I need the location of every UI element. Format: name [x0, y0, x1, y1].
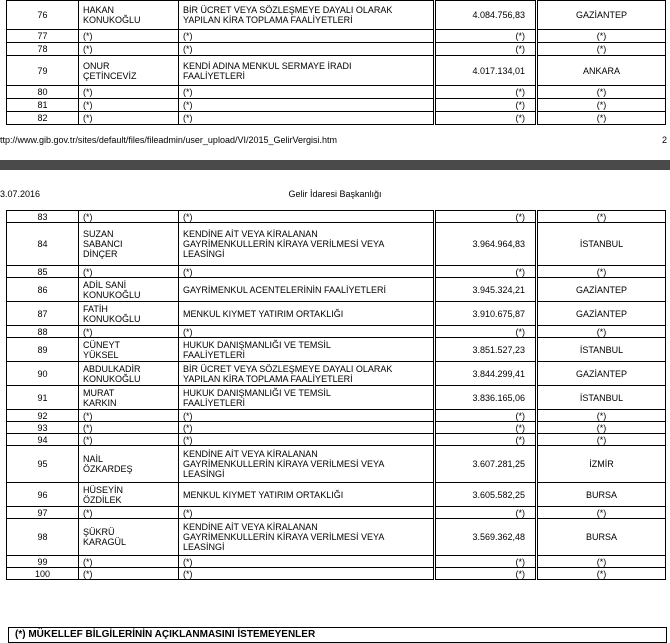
- city-cell: (*): [537, 568, 666, 580]
- page-separator: [0, 160, 670, 170]
- name-cell: (*): [79, 86, 179, 99]
- city-cell: (*): [537, 422, 666, 434]
- amount-cell: 3.605.582,25: [435, 483, 537, 507]
- rank-cell: 85: [7, 266, 79, 278]
- activity-cell: (*): [179, 556, 435, 568]
- amount-cell: 4.084.756,83: [435, 1, 537, 30]
- table-row: [7, 99, 666, 112]
- table-row: [7, 1, 666, 30]
- amount-cell: (*): [435, 422, 537, 434]
- city-cell: (*): [537, 30, 666, 43]
- footnote: (*) MÜKELLEF BİLGİLERİNİN AÇIKLANMASINI İSTEMEYENLER: [8, 627, 667, 643]
- activity-cell: (*): [179, 410, 435, 422]
- amount-cell: 3.607.281,25: [435, 446, 537, 483]
- city-cell: GAZİANTEP: [537, 1, 666, 30]
- rank-cell: 86: [7, 278, 79, 302]
- activity-cell: (*): [179, 99, 435, 112]
- name-cell: (*): [79, 99, 179, 112]
- city-cell: (*): [537, 86, 666, 99]
- name-cell: ABDULKADİR KONUKOĞLU: [79, 362, 179, 386]
- rank-cell: 80: [7, 86, 79, 99]
- table-row: [7, 86, 666, 99]
- rank-cell: 78: [7, 43, 79, 56]
- city-cell: (*): [537, 112, 666, 125]
- table-row: [7, 56, 666, 86]
- table-row: [7, 326, 666, 338]
- amount-cell: 3.964.964,83: [435, 223, 537, 266]
- name-cell: FATİH KONUKOĞLU: [79, 302, 179, 326]
- rank-cell: 100: [7, 568, 79, 580]
- table-row: [7, 211, 666, 223]
- activity-cell: (*): [179, 507, 435, 519]
- amount-cell: (*): [435, 30, 537, 43]
- taxpayer-table-page1: [6, 0, 666, 125]
- name-cell: CÜNEYT YÜKSEL: [79, 338, 179, 362]
- table-row: [7, 338, 666, 362]
- activity-cell: BİR ÜCRET VEYA SÖZLEŞMEYE DAYALI OLARAK YAPILAN KİRA TOPLAMA FAALİYETLERİ: [179, 1, 435, 30]
- activity-cell: HUKUK DANIŞMANLIĞI VE TEMSİL FAALİYETLERİ: [179, 338, 435, 362]
- activity-cell: MENKUL KIYMET YATIRIM ORTAKLIĞI: [179, 483, 435, 507]
- table-row: [7, 302, 666, 326]
- city-cell: İSTANBUL: [537, 386, 666, 410]
- city-cell: GAZİANTEP: [537, 362, 666, 386]
- name-cell: ŞÜKRÜ KARAGÜL: [79, 519, 179, 556]
- table-row: [7, 266, 666, 278]
- city-cell: ANKARA: [537, 56, 666, 86]
- name-cell: (*): [79, 211, 179, 223]
- activity-cell: KENDİNE AİT VEYA KİRALANAN GAYRİMENKULLERİN KİRAYA VERİLMESİ VEYA LEASİNGİ: [179, 223, 435, 266]
- amount-cell: (*): [435, 568, 537, 580]
- amount-cell: 3.836.165,06: [435, 386, 537, 410]
- amount-cell: (*): [435, 211, 537, 223]
- activity-cell: (*): [179, 211, 435, 223]
- amount-cell: (*): [435, 86, 537, 99]
- activity-cell: (*): [179, 86, 435, 99]
- city-cell: BURSA: [537, 519, 666, 556]
- rank-cell: 82: [7, 112, 79, 125]
- rank-cell: 77: [7, 30, 79, 43]
- table-row: [7, 568, 666, 580]
- rank-cell: 95: [7, 446, 79, 483]
- footer-page-number: 2: [662, 135, 668, 145]
- taxpayer-table-page2: [6, 210, 666, 580]
- table-row: [7, 43, 666, 56]
- name-cell: (*): [79, 326, 179, 338]
- amount-cell: (*): [435, 434, 537, 446]
- activity-cell: MENKUL KIYMET YATIRIM ORTAKLIĞI: [179, 302, 435, 326]
- table-row: [7, 507, 666, 519]
- amount-cell: 3.945.324,21: [435, 278, 537, 302]
- rank-cell: 89: [7, 338, 79, 362]
- amount-cell: (*): [435, 112, 537, 125]
- table-row: [7, 556, 666, 568]
- activity-cell: (*): [179, 266, 435, 278]
- activity-cell: (*): [179, 568, 435, 580]
- city-cell: (*): [537, 326, 666, 338]
- table-row: [7, 422, 666, 434]
- amount-cell: (*): [435, 507, 537, 519]
- table-row: [7, 483, 666, 507]
- city-cell: İSTANBUL: [537, 338, 666, 362]
- table-row: [7, 112, 666, 125]
- amount-cell: (*): [435, 266, 537, 278]
- name-cell: (*): [79, 556, 179, 568]
- rank-cell: 92: [7, 410, 79, 422]
- city-cell: GAZİANTEP: [537, 278, 666, 302]
- amount-cell: 3.910.675,87: [435, 302, 537, 326]
- activity-cell: (*): [179, 326, 435, 338]
- activity-cell: GAYRİMENKUL ACENTELERİNİN FAALİYETLERİ: [179, 278, 435, 302]
- activity-cell: BİR ÜCRET VEYA SÖZLEŞMEYE DAYALI OLARAK YAPILAN KİRA TOPLAMA FAALİYETLERİ: [179, 362, 435, 386]
- rank-cell: 81: [7, 99, 79, 112]
- rank-cell: 83: [7, 211, 79, 223]
- amount-cell: (*): [435, 556, 537, 568]
- activity-cell: (*): [179, 30, 435, 43]
- rank-cell: 87: [7, 302, 79, 326]
- rank-cell: 79: [7, 56, 79, 86]
- activity-cell: (*): [179, 112, 435, 125]
- amount-cell: (*): [435, 99, 537, 112]
- name-cell: (*): [79, 30, 179, 43]
- city-cell: BURSA: [537, 483, 666, 507]
- city-cell: (*): [537, 43, 666, 56]
- city-cell: (*): [537, 410, 666, 422]
- table-row: [7, 446, 666, 483]
- rank-cell: 97: [7, 507, 79, 519]
- activity-cell: (*): [179, 43, 435, 56]
- table-row: [7, 410, 666, 422]
- table-row: [7, 519, 666, 556]
- rank-cell: 98: [7, 519, 79, 556]
- city-cell: (*): [537, 507, 666, 519]
- name-cell: (*): [79, 410, 179, 422]
- amount-cell: 3.569.362,48: [435, 519, 537, 556]
- city-cell: (*): [537, 556, 666, 568]
- city-cell: (*): [537, 434, 666, 446]
- amount-cell: 3.851.527,23: [435, 338, 537, 362]
- amount-cell: 4.017.134,01: [435, 56, 537, 86]
- name-cell: HÜSEYİN ÖZDİLEK: [79, 483, 179, 507]
- rank-cell: 84: [7, 223, 79, 266]
- name-cell: ADİL SANİ KONUKOĞLU: [79, 278, 179, 302]
- activity-cell: KENDİNE AİT VEYA KİRALANAN GAYRİMENKULLERİN KİRAYA VERİLMESİ VEYA LEASİNGİ: [179, 446, 435, 483]
- header-date: 3.07.2016: [0, 189, 41, 199]
- name-cell: (*): [79, 507, 179, 519]
- rank-cell: 76: [7, 1, 79, 30]
- table-row: [7, 30, 666, 43]
- rank-cell: 90: [7, 362, 79, 386]
- activity-cell: KENDİNE AİT VEYA KİRALANAN GAYRİMENKULLERİN KİRAYA VERİLMESİ VEYA LEASİNGİ: [179, 519, 435, 556]
- city-cell: GAZİANTEP: [537, 302, 666, 326]
- amount-cell: (*): [435, 43, 537, 56]
- city-cell: İZMİR: [537, 446, 666, 483]
- amount-cell: (*): [435, 410, 537, 422]
- name-cell: (*): [79, 568, 179, 580]
- rank-cell: 96: [7, 483, 79, 507]
- city-cell: (*): [537, 99, 666, 112]
- amount-cell: (*): [435, 326, 537, 338]
- name-cell: ONUR ÇETİNCEVİZ: [79, 56, 179, 86]
- name-cell: (*): [79, 422, 179, 434]
- name-cell: NAİL ÖZKARDEŞ: [79, 446, 179, 483]
- table-row: [7, 223, 666, 266]
- name-cell: (*): [79, 434, 179, 446]
- name-cell: (*): [79, 266, 179, 278]
- rank-cell: 88: [7, 326, 79, 338]
- city-cell: (*): [537, 266, 666, 278]
- amount-cell: 3.844.299,41: [435, 362, 537, 386]
- name-cell: (*): [79, 43, 179, 56]
- rank-cell: 94: [7, 434, 79, 446]
- activity-cell: (*): [179, 434, 435, 446]
- name-cell: MURAT KARKIN: [79, 386, 179, 410]
- footer-url: ttp://www.gib.gov.tr/sites/default/files/fileadmin/user_upload/VI/2015_GelirVergisi.htm: [0, 135, 338, 145]
- table-row: [7, 278, 666, 302]
- activity-cell: KENDİ ADINA MENKUL SERMAYE İRADI FAALİYETLERİ: [179, 56, 435, 86]
- name-cell: HAKAN KONUKOĞLU: [79, 1, 179, 30]
- city-cell: İSTANBUL: [537, 223, 666, 266]
- table-row: [7, 362, 666, 386]
- activity-cell: (*): [179, 422, 435, 434]
- name-cell: SUZAN SABANCI DİNÇER: [79, 223, 179, 266]
- header-title: Gelir İdaresi Başkanlığı: [288, 189, 382, 199]
- rank-cell: 93: [7, 422, 79, 434]
- city-cell: (*): [537, 211, 666, 223]
- table-row: [7, 386, 666, 410]
- activity-cell: HUKUK DANIŞMANLIĞI VE TEMSİL FAALİYETLERİ: [179, 386, 435, 410]
- name-cell: (*): [79, 112, 179, 125]
- rank-cell: 99: [7, 556, 79, 568]
- table-row: [7, 434, 666, 446]
- rank-cell: 91: [7, 386, 79, 410]
